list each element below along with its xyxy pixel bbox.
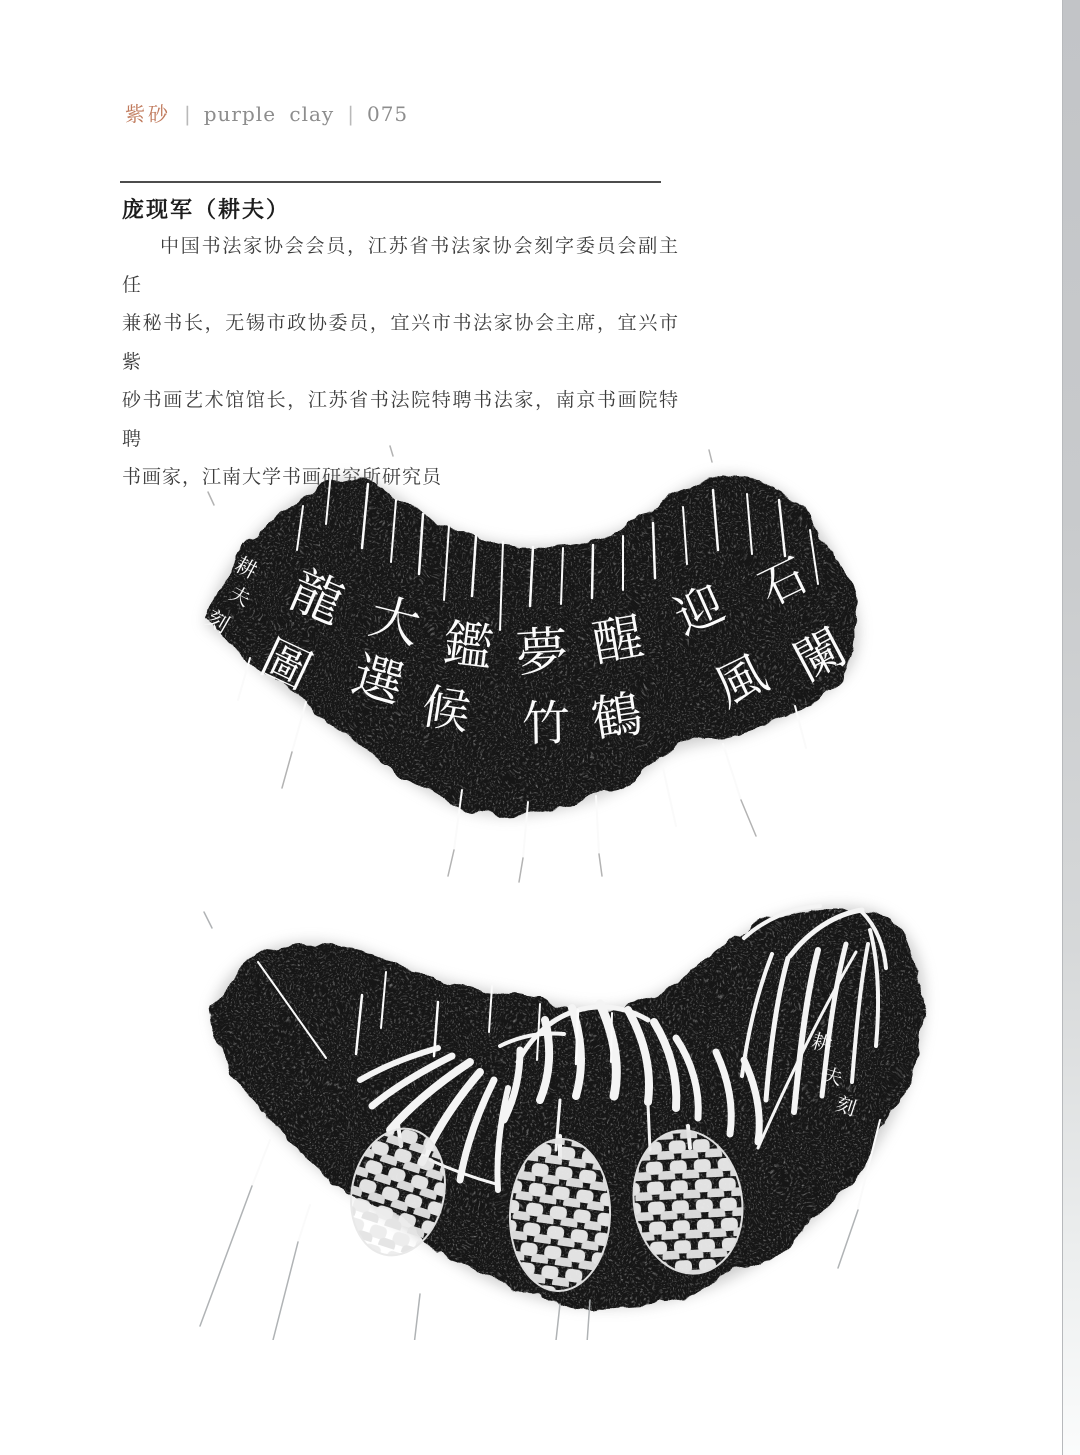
- inscription-char: 圖: [252, 629, 320, 701]
- inscription-char: 闌: [784, 617, 856, 693]
- artist-name: 庞现军（耕夫）: [122, 198, 291, 223]
- inscription-char: 鶴: [587, 684, 647, 750]
- inscription-char: 大: [363, 586, 427, 656]
- inscription-char: 夢: [514, 621, 570, 685]
- section-label-zh: 紫砂: [125, 102, 171, 126]
- divider-rule: [120, 181, 661, 183]
- bio-line: 书画家，江南大学书画研究所研究员: [122, 466, 443, 488]
- signature-char: 耕: [809, 1028, 835, 1058]
- inscription-char: 風: [705, 643, 777, 719]
- header-separator: |: [184, 102, 191, 126]
- bio-line: 砂书画艺术馆馆长，江苏省书法院特聘书法家，南京书画院特聘: [122, 389, 679, 450]
- inscription-char: 候: [417, 678, 475, 742]
- inscription-char: 選: [345, 645, 411, 715]
- inscription-char: 醒: [588, 607, 648, 673]
- inscription-char: 迎: [666, 575, 733, 647]
- inscription-char: 龍: [281, 560, 353, 636]
- page-header: [125, 98, 408, 127]
- pine-cones: [340, 1120, 753, 1293]
- signature-char: 刻: [832, 1091, 860, 1121]
- bio-line: 中国书法家协会会员，江苏省书法家协会刻字委员会副主任: [122, 235, 679, 296]
- signature-char: 夫: [820, 1063, 845, 1091]
- signature-char: 耕: [231, 552, 261, 584]
- pine-rubbing-figure: [180, 870, 940, 1340]
- section-label-en: purple clay: [203, 102, 335, 126]
- inscription-char: 石: [750, 547, 816, 617]
- inscription-char: 竹: [521, 695, 571, 753]
- inscription-char: 鑑: [439, 614, 497, 678]
- signature-char: 夫: [225, 580, 255, 612]
- signature-char: 刻: [201, 605, 234, 639]
- header-separator: |: [347, 102, 354, 126]
- calligraphy-rubbing-figure: [150, 428, 880, 893]
- scan-edge-strip: [1062, 0, 1080, 1455]
- bio-line: 兼秘书长，无锡市政协委员，宜兴市书法家协会主席，宜兴市紫: [122, 312, 679, 373]
- page-number: 075: [366, 102, 409, 126]
